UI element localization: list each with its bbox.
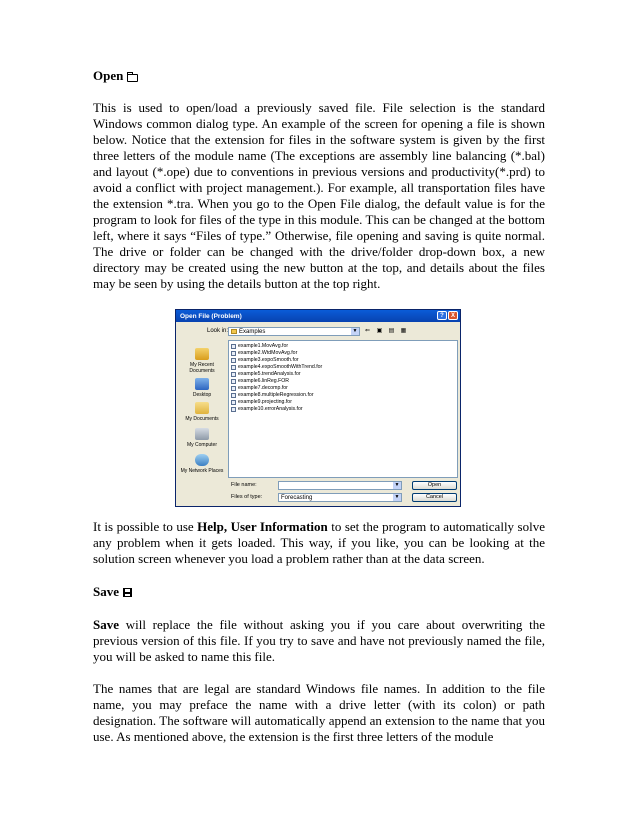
list-item[interactable] bbox=[231, 343, 288, 350]
open-button[interactable]: Open bbox=[412, 481, 457, 490]
save-heading-text: Save bbox=[93, 584, 119, 599]
place-my-documents[interactable] bbox=[179, 402, 225, 422]
file-name-label: File name: bbox=[231, 482, 257, 488]
desktop-icon bbox=[195, 378, 209, 390]
file-icon bbox=[231, 372, 236, 377]
save-paragraph bbox=[93, 617, 545, 665]
cancel-button[interactable]: Cancel bbox=[412, 493, 457, 502]
place-label: My Computer bbox=[186, 442, 217, 448]
places-bar bbox=[179, 340, 225, 500]
folder-icon bbox=[231, 329, 237, 334]
save-keyword: Save bbox=[93, 617, 119, 632]
file-icon bbox=[231, 365, 236, 370]
open-folder-icon bbox=[127, 72, 137, 81]
document-page bbox=[93, 68, 545, 292]
help-paragraph-start: It is possible to use bbox=[93, 519, 198, 534]
file-name: example7.decomp.for bbox=[238, 385, 288, 391]
file-name-input[interactable] bbox=[278, 481, 402, 490]
place-desktop[interactable] bbox=[179, 378, 225, 398]
chevron-down-icon[interactable]: ▼ bbox=[394, 482, 400, 488]
list-item[interactable] bbox=[231, 350, 297, 357]
filenames-paragraph: The names that are legal are standard Windows file names. In addition to the file name, you may preface the name with a drive letter (with its colon) or path designation. The software will automatically append an extension to the name that you use. As mentioned above, the extension is the first three letters of the module bbox=[93, 681, 545, 744]
dialog-title: Open File (Problem) bbox=[180, 312, 242, 320]
look-in-dropdown[interactable] bbox=[228, 327, 360, 336]
place-network[interactable] bbox=[179, 454, 225, 474]
look-in-row bbox=[176, 326, 460, 338]
place-my-computer[interactable] bbox=[179, 428, 225, 448]
help-paragraph bbox=[93, 519, 545, 567]
file-icon bbox=[231, 379, 236, 384]
file-icon bbox=[231, 386, 236, 391]
look-in-label: Look in: bbox=[207, 328, 229, 334]
file-icon bbox=[231, 407, 236, 412]
open-file-dialog bbox=[175, 309, 461, 507]
file-name: example10.errorAnalysis.for bbox=[238, 406, 303, 412]
file-name: example4.expoSmoothWithTrend.for bbox=[238, 364, 323, 370]
save-paragraph-text: will replace the file without asking you if you care about overwriting the previous version of this file. If you try to save and have not previously named the file, you will be asked to name this file. bbox=[93, 617, 545, 664]
files-of-type-dropdown[interactable] bbox=[278, 493, 402, 502]
help-paragraph-end: to set the program to automatically solve any problem when it gets loaded. This way, if you like, you can be looking at the solution screen whenever you load a problem rather than at the data screen. bbox=[93, 519, 545, 566]
place-recent-documents[interactable] bbox=[179, 348, 225, 374]
chevron-down-icon[interactable]: ▼ bbox=[394, 494, 400, 500]
list-item[interactable] bbox=[231, 392, 314, 399]
open-paragraph: This is used to open/load a previously saved file. File selection is the standard Windows common dialog type. An example of the screen for opening a file is shown below. Notice that the extension for files in the software system is given by the first three letters of the module name (The exceptions are assembly line balancing (*.bal) and layout (*.ope) due to conventions in previous versions and productivity(*.prd) to avoid a conflict with project management.). For example, all transportation files have the extension *.tra. When you go to the Open File dialog, the default value is for the program to look for files of the type in this module. This can be changed at the bottom left, where it says “Files of type.” Otherwise, file opening and saving is quite normal. The drive or folder can be changed with the drive/folder drop-down box, a new directory may be created using the new button at the top, and details about the files may be seen by using the details button at the top right. bbox=[93, 100, 545, 291]
list-item[interactable] bbox=[231, 406, 303, 413]
my-documents-icon bbox=[195, 402, 209, 414]
list-item[interactable] bbox=[231, 371, 301, 378]
open-heading bbox=[93, 68, 545, 84]
help-menu-reference: Help, User Information bbox=[197, 519, 328, 534]
new-folder-icon[interactable]: ▤ bbox=[388, 328, 395, 334]
place-label: My Network Places bbox=[180, 468, 224, 474]
list-item[interactable] bbox=[231, 378, 289, 385]
file-icon bbox=[231, 358, 236, 363]
file-list bbox=[228, 340, 458, 478]
file-icon bbox=[231, 393, 236, 398]
floppy-disk-icon bbox=[123, 588, 133, 597]
chevron-down-icon[interactable]: ▼ bbox=[352, 328, 358, 334]
back-icon[interactable]: ⇐ bbox=[364, 328, 371, 334]
file-name: example5.trendAnalysis.for bbox=[238, 371, 301, 377]
file-icon bbox=[231, 400, 236, 405]
place-label: Desktop bbox=[192, 392, 212, 398]
help-button[interactable]: ? bbox=[437, 311, 447, 320]
close-button[interactable]: X bbox=[448, 311, 458, 320]
list-item[interactable] bbox=[231, 385, 288, 392]
look-in-value: Examples bbox=[239, 329, 266, 335]
save-heading bbox=[93, 584, 545, 600]
my-computer-icon bbox=[195, 428, 209, 440]
list-item[interactable] bbox=[231, 399, 292, 406]
dialog-toolbar bbox=[363, 328, 408, 335]
files-of-type-value: Forecasting bbox=[281, 495, 313, 501]
file-name: example8.multipleRegression.for bbox=[238, 392, 314, 398]
up-folder-icon[interactable]: ▣ bbox=[376, 328, 383, 334]
recent-documents-icon bbox=[195, 348, 209, 360]
file-name: example2.WtdMovAvg.for bbox=[238, 350, 298, 356]
place-label: My Recent Documents bbox=[189, 362, 215, 374]
file-icon bbox=[231, 344, 236, 349]
network-places-icon bbox=[195, 454, 209, 466]
file-name: example3.expoSmooth.for bbox=[238, 357, 299, 363]
dialog-titlebar bbox=[176, 310, 460, 322]
open-heading-text: Open bbox=[93, 68, 124, 83]
file-icon bbox=[231, 351, 236, 356]
place-label: My Documents bbox=[185, 416, 219, 422]
file-name: example1.MovAvg.for bbox=[238, 343, 289, 349]
files-of-type-label: Files of type: bbox=[231, 494, 263, 500]
list-item[interactable] bbox=[231, 357, 299, 364]
views-icon[interactable]: ▦ bbox=[400, 328, 407, 334]
file-name: example6.linReg.FOR bbox=[238, 378, 290, 384]
document-page-lower bbox=[93, 519, 545, 745]
file-name: example9.projecting.for bbox=[238, 399, 292, 405]
list-item[interactable] bbox=[231, 364, 322, 371]
